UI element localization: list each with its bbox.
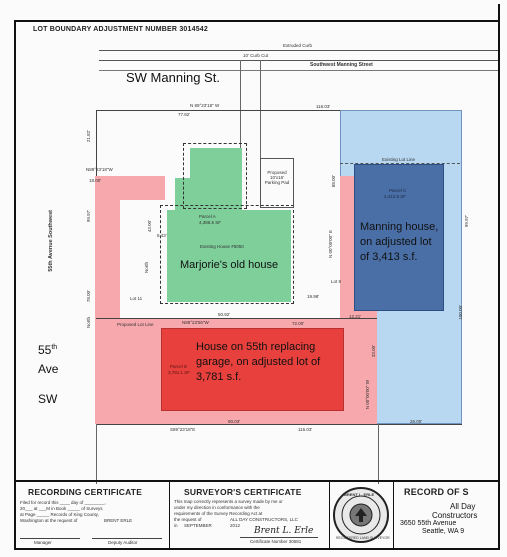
seal-name: BRENT L. ERLE xyxy=(344,492,375,497)
parcel-a-dashed-2 xyxy=(160,205,294,304)
north-label: North xyxy=(144,262,149,274)
curb-cut-label: 10' Curb Cut xyxy=(243,53,269,58)
parcel-a-name: Parcel A xyxy=(199,214,216,219)
record-l3: 3650 55th Avenue xyxy=(400,520,457,527)
left-21: 21.82' xyxy=(86,130,91,143)
dim-43: 43.00' xyxy=(147,220,152,233)
surveyor-month: SEPTEMBER xyxy=(184,523,212,528)
marjorie-overlay-text: Marjorie's old house xyxy=(180,259,279,271)
surveyor-line-4: the request of xyxy=(174,517,202,522)
lot-9-label: Lot 9 xyxy=(331,279,342,284)
lot-interior-white-2 xyxy=(120,200,165,318)
street-line-2 xyxy=(99,60,498,61)
surveyor-year: 2012 xyxy=(230,523,241,528)
recording-line-1: Filed for record this ____ day of ________, xyxy=(20,500,106,505)
north-label-2: North xyxy=(86,317,91,329)
avenue-overlay-55: 55 xyxy=(38,343,52,357)
vertical-bearing: N 00°00'00" W xyxy=(365,380,370,410)
parcel-c-area: 3,412.8 SF xyxy=(384,194,407,199)
bearing-mid: N89°23'56"W xyxy=(182,320,209,325)
manning-street-official: Southwest Manning Street xyxy=(310,62,373,68)
west-99: 99.97' xyxy=(86,210,91,223)
recording-sig-line-right xyxy=(92,538,162,539)
avenue-overlay-3: SW xyxy=(38,392,58,406)
bottom-property-line xyxy=(96,424,462,425)
dim-643: 6.43' xyxy=(157,233,167,238)
recording-manager: Manager xyxy=(34,540,52,545)
surveyor-line-3: requirements of the Survey Recording Act at xyxy=(174,511,263,516)
dim-1221: 12.21' xyxy=(349,314,362,319)
avenue-overlay-2: Ave xyxy=(38,362,59,376)
west-78: 78.00' xyxy=(86,290,91,303)
dim-88: 88.00' xyxy=(331,175,336,188)
record-l2: Constructors xyxy=(432,511,478,520)
avenue-overlay-th: th xyxy=(51,344,58,351)
east-bearing: N 00°00'00" E xyxy=(328,230,333,259)
recording-deputy: Deputy Auditor xyxy=(108,540,138,545)
extruded-curb-label: Extruded Curb xyxy=(283,43,313,48)
surveyor-company: ALL DAY CONSTRUCTORS, LLC xyxy=(230,517,298,522)
new-house-overlay-text: House on 55th replacing garage, on adjusted lot of 3,781 s.f. xyxy=(196,341,321,383)
bottom-116: 116.03' xyxy=(298,427,313,432)
dim-72: 72.00' xyxy=(292,321,305,326)
top-77: 77.82' xyxy=(178,112,191,117)
surveyor-certificate xyxy=(170,482,330,548)
recording-line-3: at Page _____ Records of King County, xyxy=(20,512,99,517)
recording-line-2: 20___ at ___M in Book _____ of Surveys xyxy=(20,506,103,511)
surveyor-line-1: This map correctly represents a survey made by me or xyxy=(174,499,283,504)
recording-sig-line-left xyxy=(20,538,80,539)
dim-33: 33.00' xyxy=(371,345,376,358)
record-of-survey xyxy=(394,482,498,548)
document-title: LOT BOUNDARY ADJUSTMENT NUMBER 3014542 xyxy=(33,26,208,33)
recording-request: BRENT ERLE xyxy=(104,518,133,523)
top-property-line xyxy=(96,110,340,111)
dim-1998: 19.98' xyxy=(307,294,320,299)
left-bearing: N89°23'18"W xyxy=(86,167,113,172)
top-bearing: N 89°23'18" W xyxy=(190,103,220,108)
surveyor-sig-line xyxy=(240,537,318,538)
sheet-right-edge xyxy=(498,4,500,550)
manning-street-overlay: SW Manning St. xyxy=(126,70,220,85)
surveyor-cert: Certificate Number 30581 xyxy=(250,539,302,544)
street-line-1 xyxy=(99,50,498,51)
lower-line-left xyxy=(96,424,97,484)
left-18: 18.00' xyxy=(89,178,102,183)
recording-certificate xyxy=(16,482,170,548)
east-100: 100.00' xyxy=(458,305,463,320)
proposed-lot-line xyxy=(96,318,377,319)
proposed-lot-line-label: Proposed Lot Line xyxy=(117,322,154,327)
record-l4: Seattle, WA 9 xyxy=(422,528,465,535)
surveyor-heading: SURVEYOR'S CERTIFICATE xyxy=(184,487,302,497)
parcel-c-name: Parcel C xyxy=(389,188,407,193)
bottom-26: 26.00' xyxy=(410,419,423,424)
recording-line-4: Washington at the request of xyxy=(20,518,78,523)
record-heading: RECORD OF S xyxy=(404,487,469,497)
surveyor-line-2: under my direction in conformance with the xyxy=(174,505,260,510)
driveway-right xyxy=(260,60,261,158)
parking-pad-label: Proposed 10'x16' Parking Pad xyxy=(264,170,290,185)
dim-5092: 50.92' xyxy=(218,312,231,317)
parcel-b-name: Parcel B xyxy=(170,364,188,369)
east-99: 99.97' xyxy=(464,215,469,228)
bottom-bearing: S89°23'18"E xyxy=(170,427,196,432)
record-l1: All Day xyxy=(450,502,476,511)
seal-footer: REGISTERED LAND SURVEYOR xyxy=(336,536,390,540)
existing-lot-line-label: Existing Lot Line xyxy=(382,157,416,162)
top-116: 116.03' xyxy=(316,104,331,109)
parcel-b-area: 3,781.1 SF xyxy=(168,370,191,375)
surveyor-signature: Brent L. Erle xyxy=(254,526,314,536)
avenue-official: 55th Avenue Southwest xyxy=(48,210,54,272)
surveyor-line-5: in xyxy=(174,523,178,528)
recording-heading: RECORDING CERTIFICATE xyxy=(28,487,143,497)
manning-overlay-text: Manning house, on adjusted lot of 3,413 s.f. xyxy=(360,221,439,263)
parcel-a-area: 4,386.5 SF xyxy=(199,220,222,225)
bottom-90: 90.03' xyxy=(228,419,241,424)
existing-house-label: Existing House #5050 xyxy=(200,244,244,249)
avenue-overlay-1 xyxy=(38,342,57,360)
surveyor-seal xyxy=(330,482,394,548)
lot-11-label: Lot 11 xyxy=(130,296,143,301)
parcel-a-dashed xyxy=(183,143,247,209)
lower-line-right xyxy=(378,424,379,484)
